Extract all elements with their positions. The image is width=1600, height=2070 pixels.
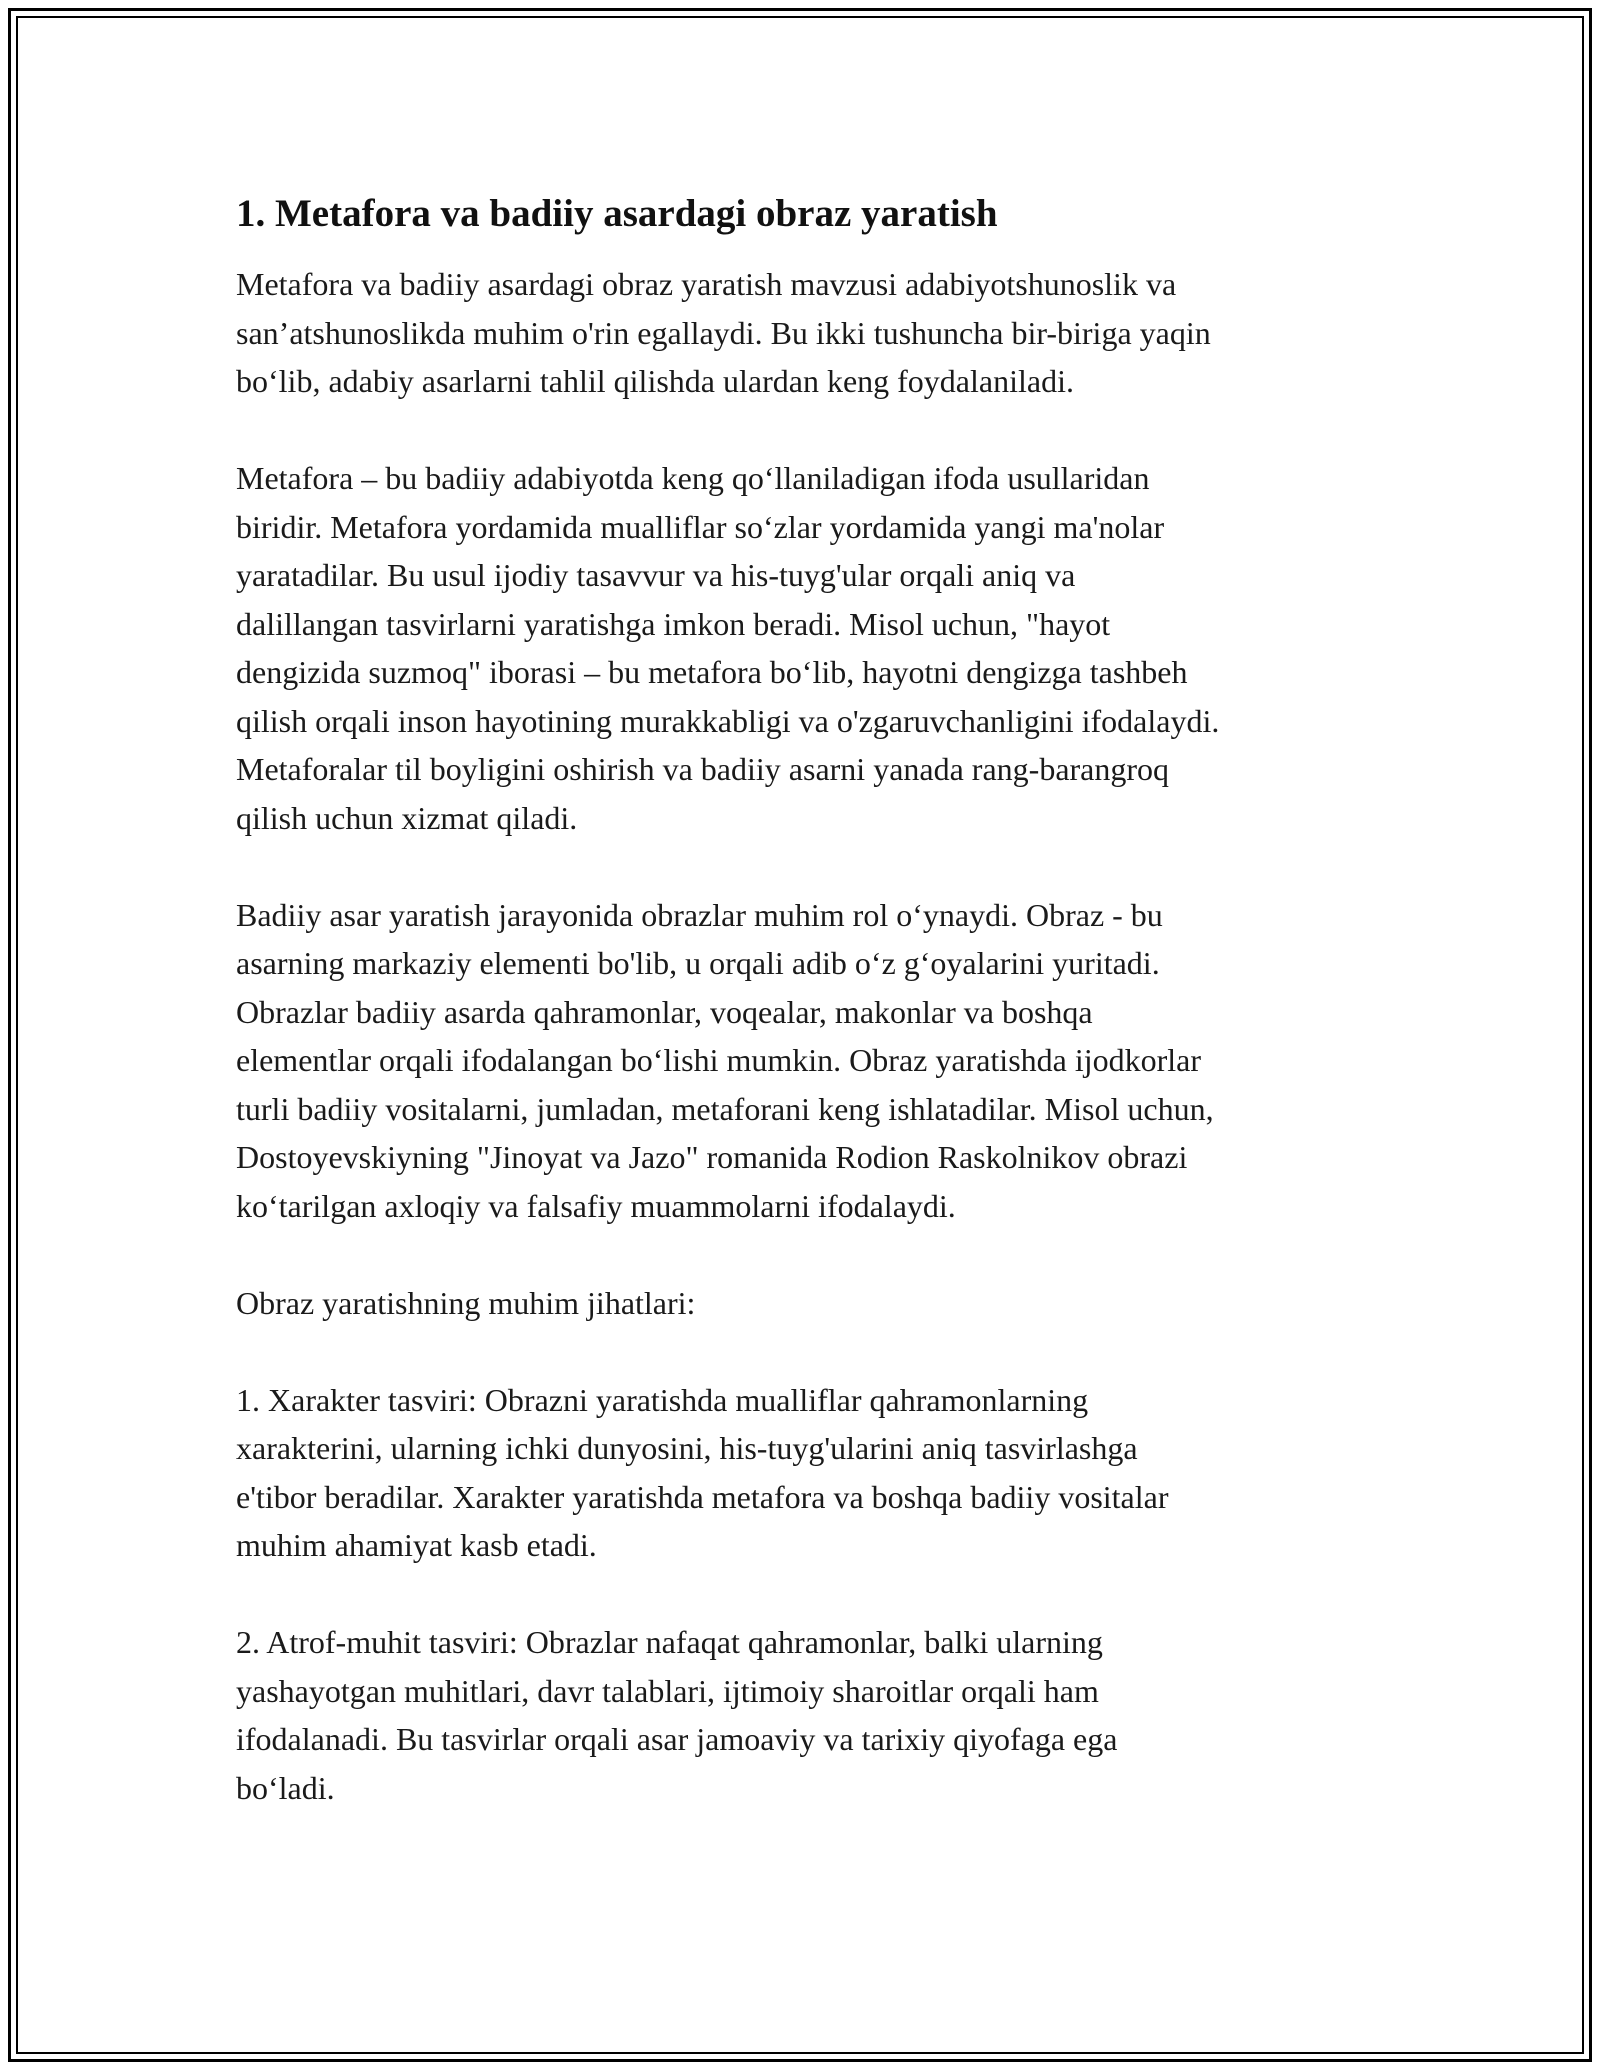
- paragraph-obraz: [236, 891, 1376, 1231]
- text-line: 1. Xarakter tasviri: Obrazni yaratishda mualliflar qahramonlarning: [236, 1381, 1089, 1418]
- text-line: biridir. Metafora yordamida mualliflar so‘zlar yordamida yangi ma'nolar: [236, 508, 1165, 545]
- text-line: Metafora va badiiy asardagi obraz yaratish mavzusi adabiyotshunoslik va: [236, 266, 1177, 302]
- text-line: qilish uchun xizmat qiladi.: [236, 799, 578, 836]
- text-line: elementlar orqali ifodalangan bo‘lishi mumkin. Obraz yaratishda ijodkorlar: [236, 1042, 1202, 1078]
- paragraph-list-intro: [236, 1279, 1376, 1328]
- text-line: Metaforalar til boyligini oshirish va badiiy asarni yanada rang-barangroq: [236, 751, 1170, 787]
- text-line: ko‘tarilgan axloqiy va falsafiy muammolarni ifodalaydi.: [236, 1187, 956, 1224]
- text-line: Metafora – bu badiiy adabiyotda keng qo‘llaniladigan ifoda usullaridan: [236, 460, 1150, 496]
- paragraph-intro: [236, 260, 1376, 406]
- text-line: qilish orqali inson hayotining murakkabligi va o'zgaruvchanligini ifodalaydi.: [236, 702, 1220, 739]
- text-line: yashayotgan muhitlari, davr talablari, ijtimoiy sharoitlar orqali ham: [236, 1672, 1099, 1709]
- list-item-xarakter: [236, 1376, 1376, 1570]
- section-heading: 1. Metafora va badiiy asardagi obraz yaratish: [236, 192, 998, 235]
- text-line: Obrazlar badiiy asarda qahramonlar, voqealar, makonlar va boshqa: [236, 993, 1093, 1030]
- list-item-atrof-muhit: [236, 1618, 1376, 1812]
- text-line: muhim ahamiyat kasb etadi.: [236, 1527, 597, 1563]
- text-line: bo‘lib, adabiy asarlarni tahlil qilishda ulardan keng foydalaniladi.: [236, 363, 1074, 399]
- text-line: bo‘ladi.: [236, 1769, 335, 1806]
- text-line: dengizida suzmoq" iborasi – bu metafora bo‘lib, hayotni dengizga tashbeh: [236, 654, 1188, 690]
- text-line: e'tibor beradilar. Xarakter yaratishda metafora va boshqa badiiy vositalar: [236, 1478, 1169, 1515]
- text-line: 2. Atrof-muhit tasviri: Obrazlar nafaqat qahramonlar, balki ularning: [236, 1624, 1103, 1660]
- text-line: turli badiiy vositalarni, jumladan, metaforani keng ishlatadilar. Misol uchun,: [236, 1090, 1214, 1127]
- text-line: asarning markaziy elementi bo'lib, u orqali adib o‘z g‘oyalarini yuritadi.: [236, 945, 1160, 981]
- text-line: yaratadilar. Bu usul ijodiy tasavvur va his-tuyg'ular orqali aniq va: [236, 557, 1076, 593]
- text-line: san’atshunoslikda muhim o'rin egallaydi. Bu ikki tushuncha bir-biriga yaqin: [236, 314, 1211, 351]
- text-line: dalillangan tasvirlarni yaratishga imkon beradi. Misol uchun, "hayot: [236, 605, 1111, 642]
- paragraph-metafora: [236, 454, 1376, 842]
- text-line: ifodalanadi. Bu tasvirlar orqali asar jamoaviy va tarixiy qiyofaga ega: [236, 1721, 1118, 1757]
- text-line: Badiiy asar yaratish jarayonida obrazlar muhim rol o‘ynaydi. Obraz - bu: [236, 896, 1163, 933]
- document-body: [236, 186, 1376, 1861]
- text-line: Obraz yaratishning muhim jihatlari:: [236, 1284, 696, 1321]
- text-line: Dostoyevskiyning "Jinoyat va Jazo" romanida Rodion Raskolnikov obrazi: [236, 1139, 1188, 1175]
- text-line: xarakterini, ularning ichki dunyosini, his-tuyg'ularini aniq tasvirlashga: [236, 1430, 1138, 1466]
